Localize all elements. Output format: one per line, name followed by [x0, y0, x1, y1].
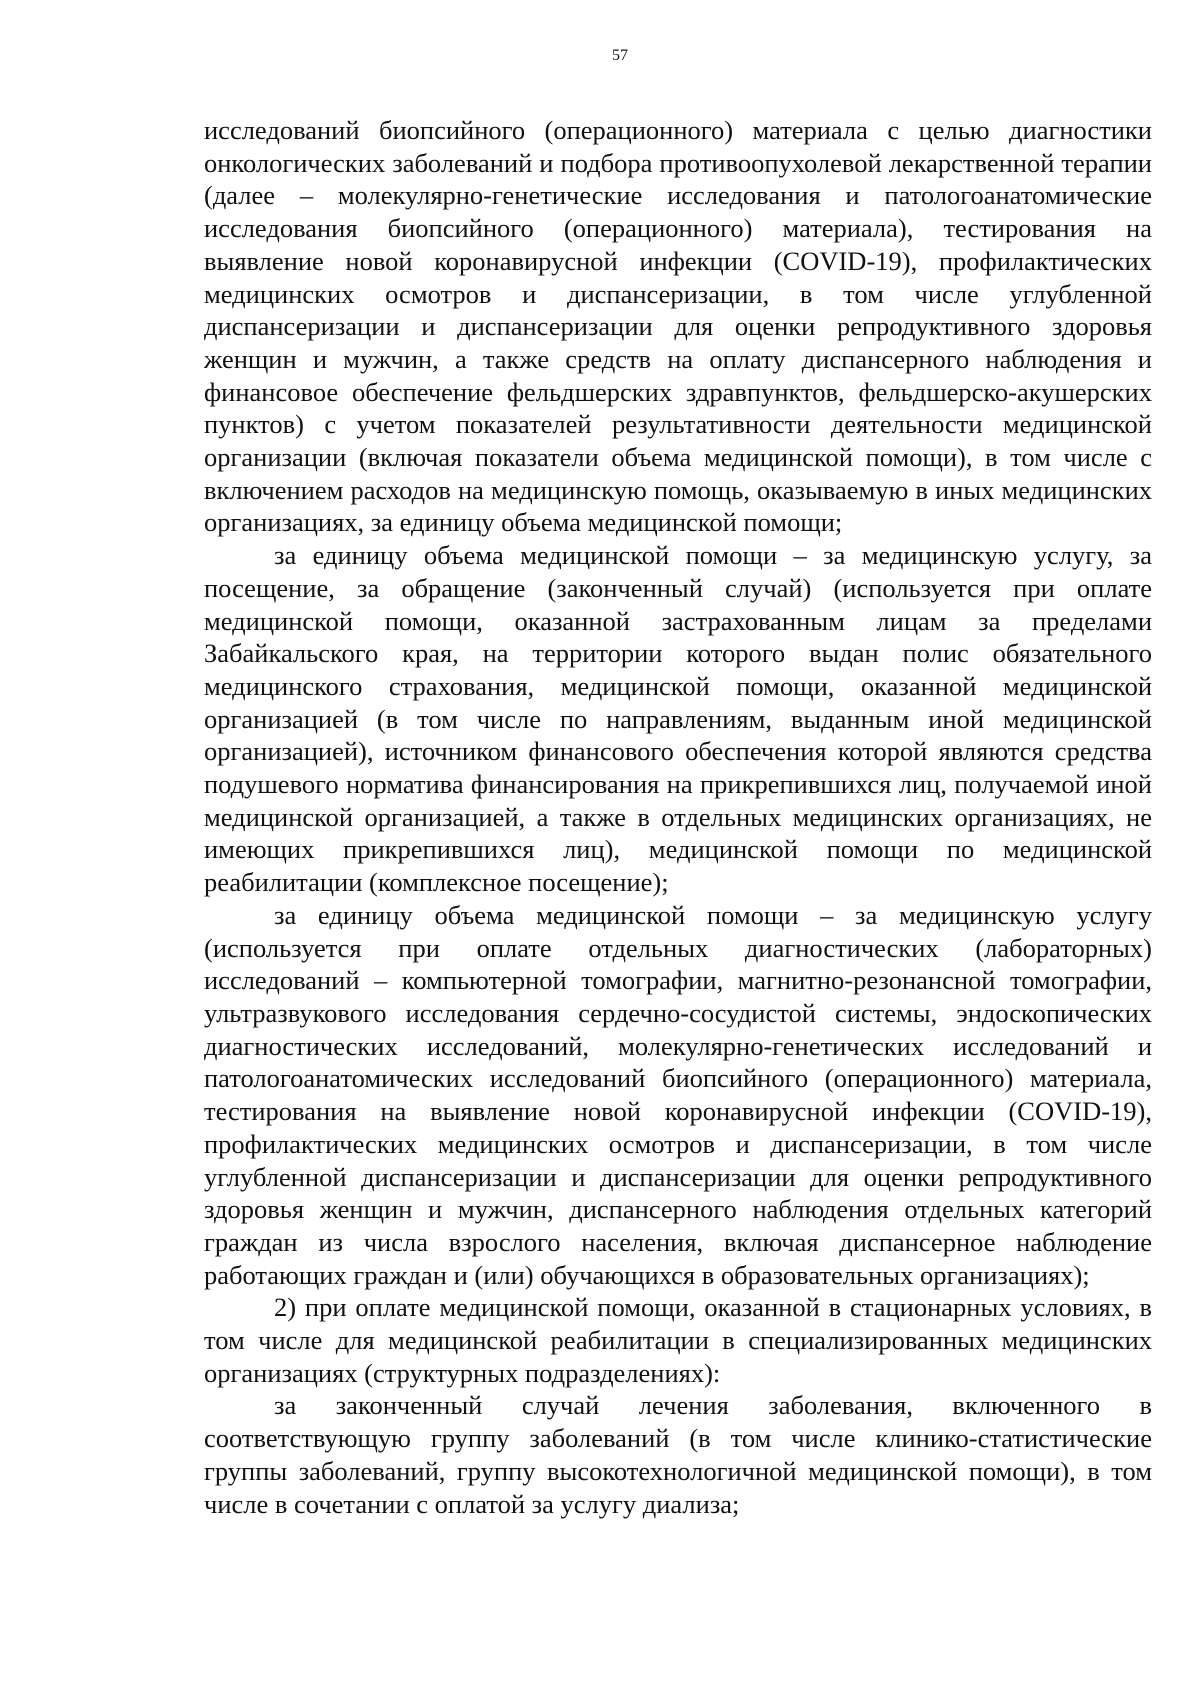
page-number: 57	[612, 47, 628, 64]
paragraph-1: исследований биопсийного (операционного) материала с целью диагностики онкологических заболеваний и подбора противоопухолевой лекарственной терапии (далее – молекулярно-генетические исследования и патологоанатомические исследования биопсийного (операционного) материала), тестирования на выявление новой коронавирусной инфекции (COVID-19), профилактических медицинских осмотров и диспансеризации, в том числе углубленной диспансеризации и диспансеризации для оценки репродуктивного здоровья женщин и мужчин, а также средств на оплату диспансерного наблюдения и финансовое обеспечение фельдшерских здравпунктов, фельдшерско-акушерских пунктов) с учетом показателей результативности деятельности медицинской организации (включая показатели объема медицинской помощи), в том числе с включением расходов на медицинскую помощь, оказываемую в иных медицинских организациях, за единицу объема медицинской помощи;	[204, 115, 1152, 538]
paragraph-5: за законченный случай лечения заболевания, включенного в соответствующую группу заболеваний (в том числе клинико-статистические группы заболеваний, группу высокотехнологичной медицинской помощи), в том числе в сочетании с оплатой за услугу диализа;	[204, 1390, 1152, 1519]
paragraph-3: за единицу объема медицинской помощи – за медицинскую услугу (используется при оплате отдельных диагностических (лабораторных) исследований – компьютерной томографии, магнитно-резонансной томографии, ультразвукового исследования сердечно-сосудистой системы, эндоскопических диагностических исследований, молекулярно-генетических исследований и патологоанатомических исследований биопсийного (операционного) материала, тестирования на выявление новой коронавирусной инфекции (COVID-19), профилактических медицинских осмотров и диспансеризации, в том числе углубленной диспансеризации и диспансеризации для оценки репродуктивного здоровья женщин и мужчин, диспансерного наблюдения отдельных категорий граждан из числа взрослого населения, включая диспансерное наблюдение работающих граждан и (или) обучающихся в образовательных организациях);	[204, 899, 1152, 1290]
paragraph-2: за единицу объема медицинской помощи – за медицинскую услугу, за посещение, за обращение (законченный случай) (используется при оплате медицинской помощи, оказанной застрахованным лицам за пределами Забайкальского края, на территории которого выдан полис обязательного медицинского страхования, медицинской помощи, оказанной медицинской организацией (в том числе по направлениям, выданным иной медицинской организацией), источником финансового обеспечения которой являются средства подушевого норматива финансирования на прикрепившихся лиц, получаемой иной медицинской организацией, а также в отдельных медицинских организациях, не имеющих прикрепившихся лиц), медицинской помощи по медицинской реабилитации (комплексное посещение);	[204, 540, 1152, 898]
document-body	[204, 114, 1152, 1520]
paragraph-4: 2) при оплате медицинской помощи, оказанной в стационарных условиях, в том числе для медицинской реабилитации в специализированных медицинских организациях (структурных подразделениях):	[204, 1292, 1152, 1388]
